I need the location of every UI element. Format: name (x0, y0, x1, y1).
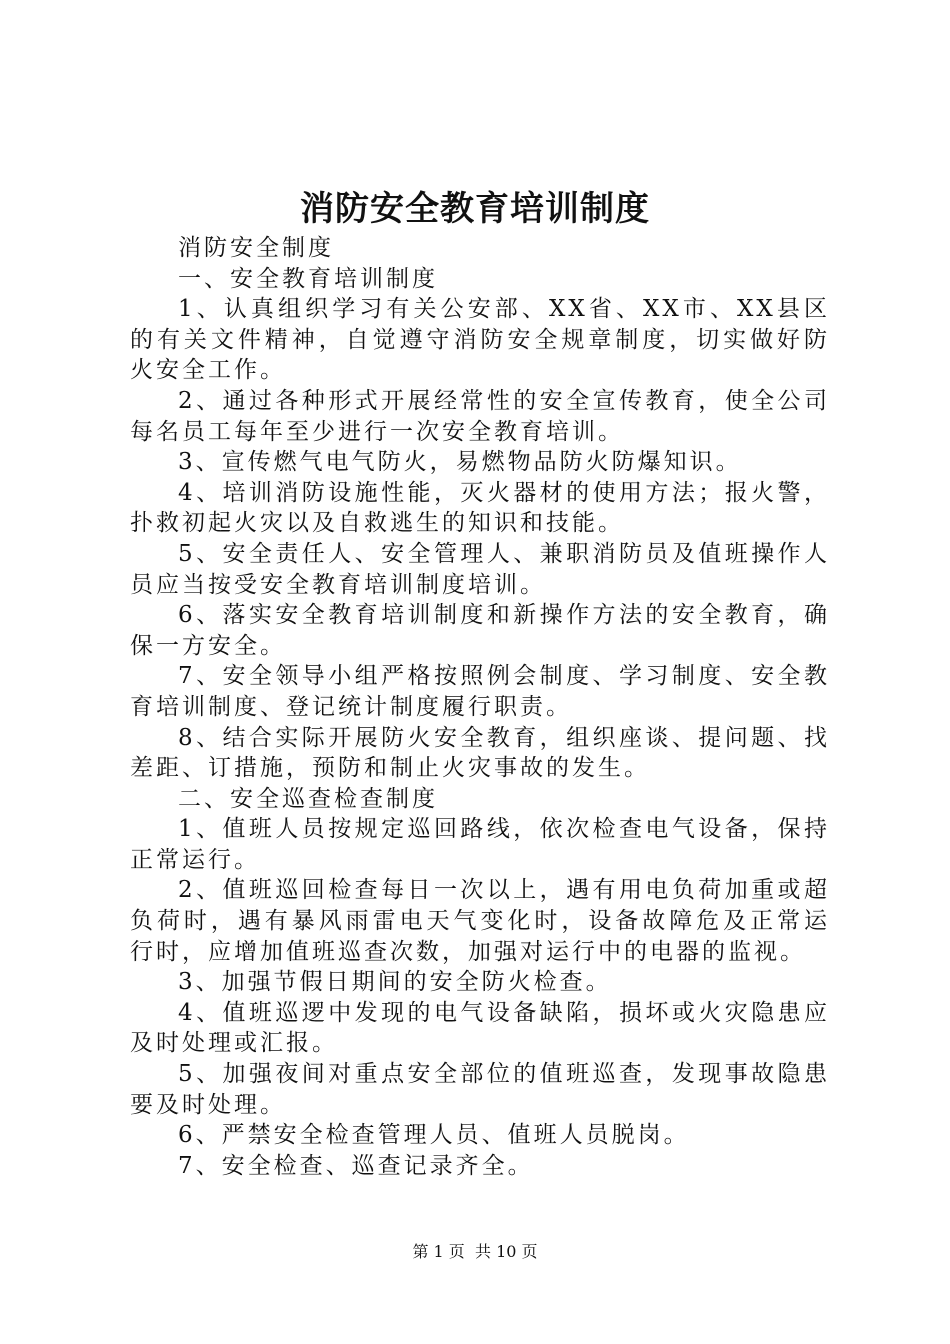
document-body (130, 233, 830, 1181)
paragraph: 6、落实安全教育培训制度和新操作方法的安全教育，确保一方安全。 (130, 602, 830, 659)
section-heading: 一、安全教育培训制度 (178, 265, 438, 292)
paragraph: 8、结合实际开展防火安全教育，组织座谈、提问题、找差距、订措施，预防和制止火灾事故的发生。 (130, 724, 830, 782)
paragraph: 2、通过各种形式开展经常性的安全宣传教育，使全公司每名员工每年至少进行一次安全教育培训。 (130, 387, 830, 445)
paragraph: 5、加强夜间对重点安全部位的值班巡查，发现事故隐患要及时处理。 (130, 1061, 830, 1118)
paragraph: 6、严禁安全检查管理人员、值班人员脱岗。 (178, 1122, 690, 1149)
paragraph: 7、安全检查、巡查记录齐全。 (178, 1152, 534, 1179)
paragraph: 3、宣传燃气电气防火，易燃物品防火防爆知识。 (178, 449, 742, 476)
paragraph: 4、值班巡逻中发现的电气设备缺陷，损坏或火灾隐患应及时处理或汇报。 (130, 999, 830, 1057)
page-total: 共 10 页 (474, 1242, 538, 1261)
paragraph: 7、安全领导小组严格按照例会制度、学习制度、安全教育培训制度、登记统计制度履行职责。 (130, 663, 830, 720)
paragraph: 2、值班巡回检查每日一次以上，遇有用电负荷加重或超负荷时，遇有暴风雨雷电天气变化时，设备故障危及正常运行时，应增加值班巡查次数，加强对运行中的电器的监视。 (130, 877, 830, 965)
paragraph: 3、加强节假日期间的安全防火检查。 (178, 969, 612, 996)
paragraph: 4、培训消防设施性能，灭火器材的使用方法；报火警，扑救初起火灾以及自救逃生的知识和技能。 (130, 479, 830, 537)
page-footer (0, 1240, 950, 1264)
paragraph: 1、认真组织学习有关公安部、XX省、XX市、XX县区的有关文件精神，自觉遵守消防安全规章制度，切实做好防火安全工作。 (130, 296, 830, 384)
document-title: 消防安全教育培训制度 (300, 189, 650, 229)
page-number: 第 1 页 (412, 1242, 465, 1261)
section-heading: 二、安全巡查检查制度 (178, 785, 438, 812)
paragraph: 5、安全责任人、安全管理人、兼职消防员及值班操作人员应当按受安全教育培训制度培训。 (130, 540, 830, 598)
paragraph: 消防安全制度 (178, 235, 334, 261)
paragraph: 1、值班人员按规定巡回路线，依次检查电气设备，保持正常运行。 (130, 816, 830, 873)
